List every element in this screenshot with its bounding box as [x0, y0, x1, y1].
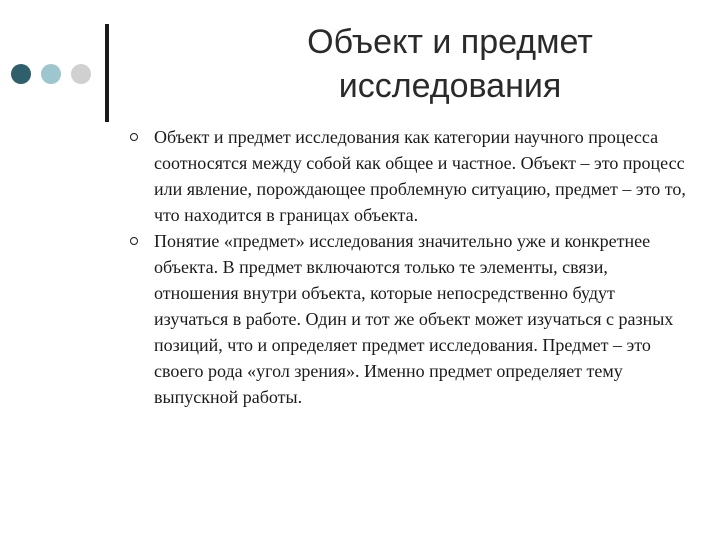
decorative-dot-mid	[41, 64, 61, 84]
slide-title-line2: исследования	[338, 67, 562, 105]
slide-title-line1: Объект и предмет	[307, 23, 593, 61]
bullet-text: Понятие «предмет» исследования значительно уже и конкретнее объекта. В предмет включаются только те элементы, связи, отношения внутри объекта, которые непосредственно будут изучаться в работе. Один и тот же объект может изучаться с разных позиций, что и определяет предмет исследования. Предмет – это своего рода «угол зрения». Именно предмет определяет тему выпускной работы.	[154, 231, 674, 407]
bullet-text: Объект и предмет исследования как категории научного процесса соотносятся между собой как общее и частное. Объект – это процесс или явление, порождающее проблемную ситуацию, предмет – это то, что находится в границах объекта.	[154, 127, 686, 225]
decorative-dot-light	[71, 64, 91, 84]
title-divider	[105, 24, 109, 122]
bullet-circle-icon	[130, 133, 138, 141]
bullet-circle-icon	[130, 237, 138, 245]
decorative-dot-dark	[11, 64, 31, 84]
slide-title	[200, 20, 700, 108]
bullet-item	[126, 124, 686, 228]
bullet-item	[126, 228, 686, 410]
bullet-list	[126, 124, 686, 410]
